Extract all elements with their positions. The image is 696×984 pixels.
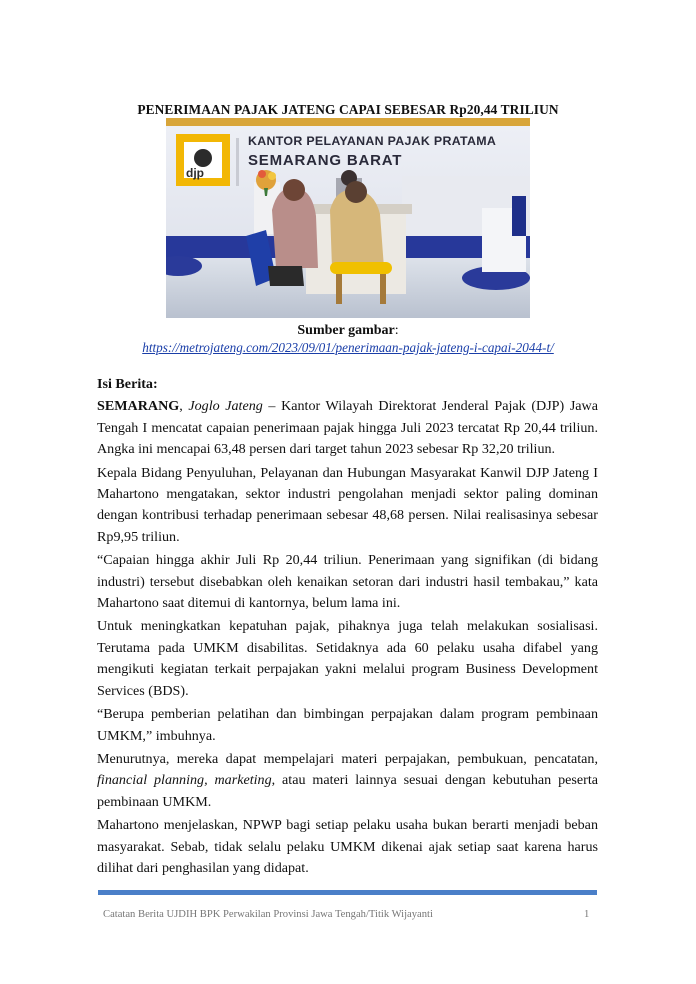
dateline-sep: , <box>179 398 189 415</box>
sign-line-2: SEMARANG BARAT <box>248 152 403 169</box>
caption-label: Sumber gambar <box>297 323 395 338</box>
footer-rule <box>98 890 597 895</box>
article-body <box>97 374 598 881</box>
paragraph-7: Mahartono menjelaskan, NPWP bagi setiap pelaku usaha bukan berarti menjadi beban masyarakat. Sebab, tidak selalu pelaku UMKM dikenai ajak setiap saat karena harus dilihat dari penghasilan yang didapat. <box>97 817 598 876</box>
paragraph-3: “Capaian hingga akhir Juli Rp 20,44 triliun. Penerimaan yang signifikan (di bidang industri) tersebut disebabkan oleh kenaikan setoran dari industri hasil tembakau,” kata Mahartono saat ditemui di kantornya, belum lama ini. <box>97 552 598 612</box>
paragraph-5: “Berupa pemberian pelatihan dan bimbingan perpajakan dalam program pembinaan UMKM,” imbuhnya. <box>97 706 598 744</box>
sign-line-1: KANTOR PELAYANAN PAJAK PRATAMA <box>248 134 497 148</box>
news-photo <box>166 118 530 318</box>
source-link[interactable]: https://metrojateng.com/2023/09/01/penerimaan-pajak-jateng-i-capai-2044-t/ <box>142 340 554 355</box>
paragraph-6-italic: financial planning, marketing <box>97 772 272 789</box>
paragraph-4: Untuk meningkatkan kepatuhan pajak, pihaknya juga telah melakukan sosialisasi. Terutama pada UMKM disabilitas. Setidaknya ada 60 pelaku usaha difabel yang mengikuti kegiatan terkait perpajakan yakni melalui program Business Development Services (BDS). <box>97 618 598 699</box>
paragraph-6-a: Menurutnya, mereka dapat mempelajari materi perpajakan, pembukuan, pencatatan, <box>97 750 598 767</box>
paragraph-1-text: – Kantor Wilayah Direktorat Jenderal Pajak (DJP) Jawa Tengah I mencatat capaian penerimaan pajak hingga Juli 2023 tercatat Rp 20,44 triliun. Angka ini mencapai 63,48 persen dari target tahun 2023 sebesar Rp 32,20 triliun. <box>97 398 598 458</box>
caption-colon: : <box>394 323 399 338</box>
djp-logo-text: djp <box>186 166 204 180</box>
footer-text: Catatan Berita UJDIH BPK Perwakilan Provinsi Jawa Tengah/Titik Wijayanti <box>103 909 433 920</box>
paragraph-6 <box>97 749 598 813</box>
page-number: 1 <box>584 909 590 920</box>
paragraph-2: Kepala Bidang Penyuluhan, Pelayanan dan Hubungan Masyarakat Kanwil DJP Jateng I Mahartono mengatakan, sektor industri pengolahan menjadi sektor paling dominan dengan kontribusi terhadap penerimaan sebesar 48,68 persen. Nilai realisasinya sebesar Rp9,95 triliun. <box>97 464 598 545</box>
section-heading: Isi Berita: <box>97 376 158 392</box>
paragraph-6-b: , atau materi lainnya sesuai dengan kebutuhan peserta pembinaan UMKM. <box>97 772 598 810</box>
image-caption <box>0 322 696 357</box>
news-title: PENERIMAAN PAJAK JATENG CAPAI SEBESAR Rp20,44 TRILIUN <box>137 102 559 117</box>
paragraph-1 <box>97 396 598 460</box>
dateline-outlet: Joglo Jateng <box>188 398 263 415</box>
dateline-city: SEMARANG <box>97 398 180 415</box>
